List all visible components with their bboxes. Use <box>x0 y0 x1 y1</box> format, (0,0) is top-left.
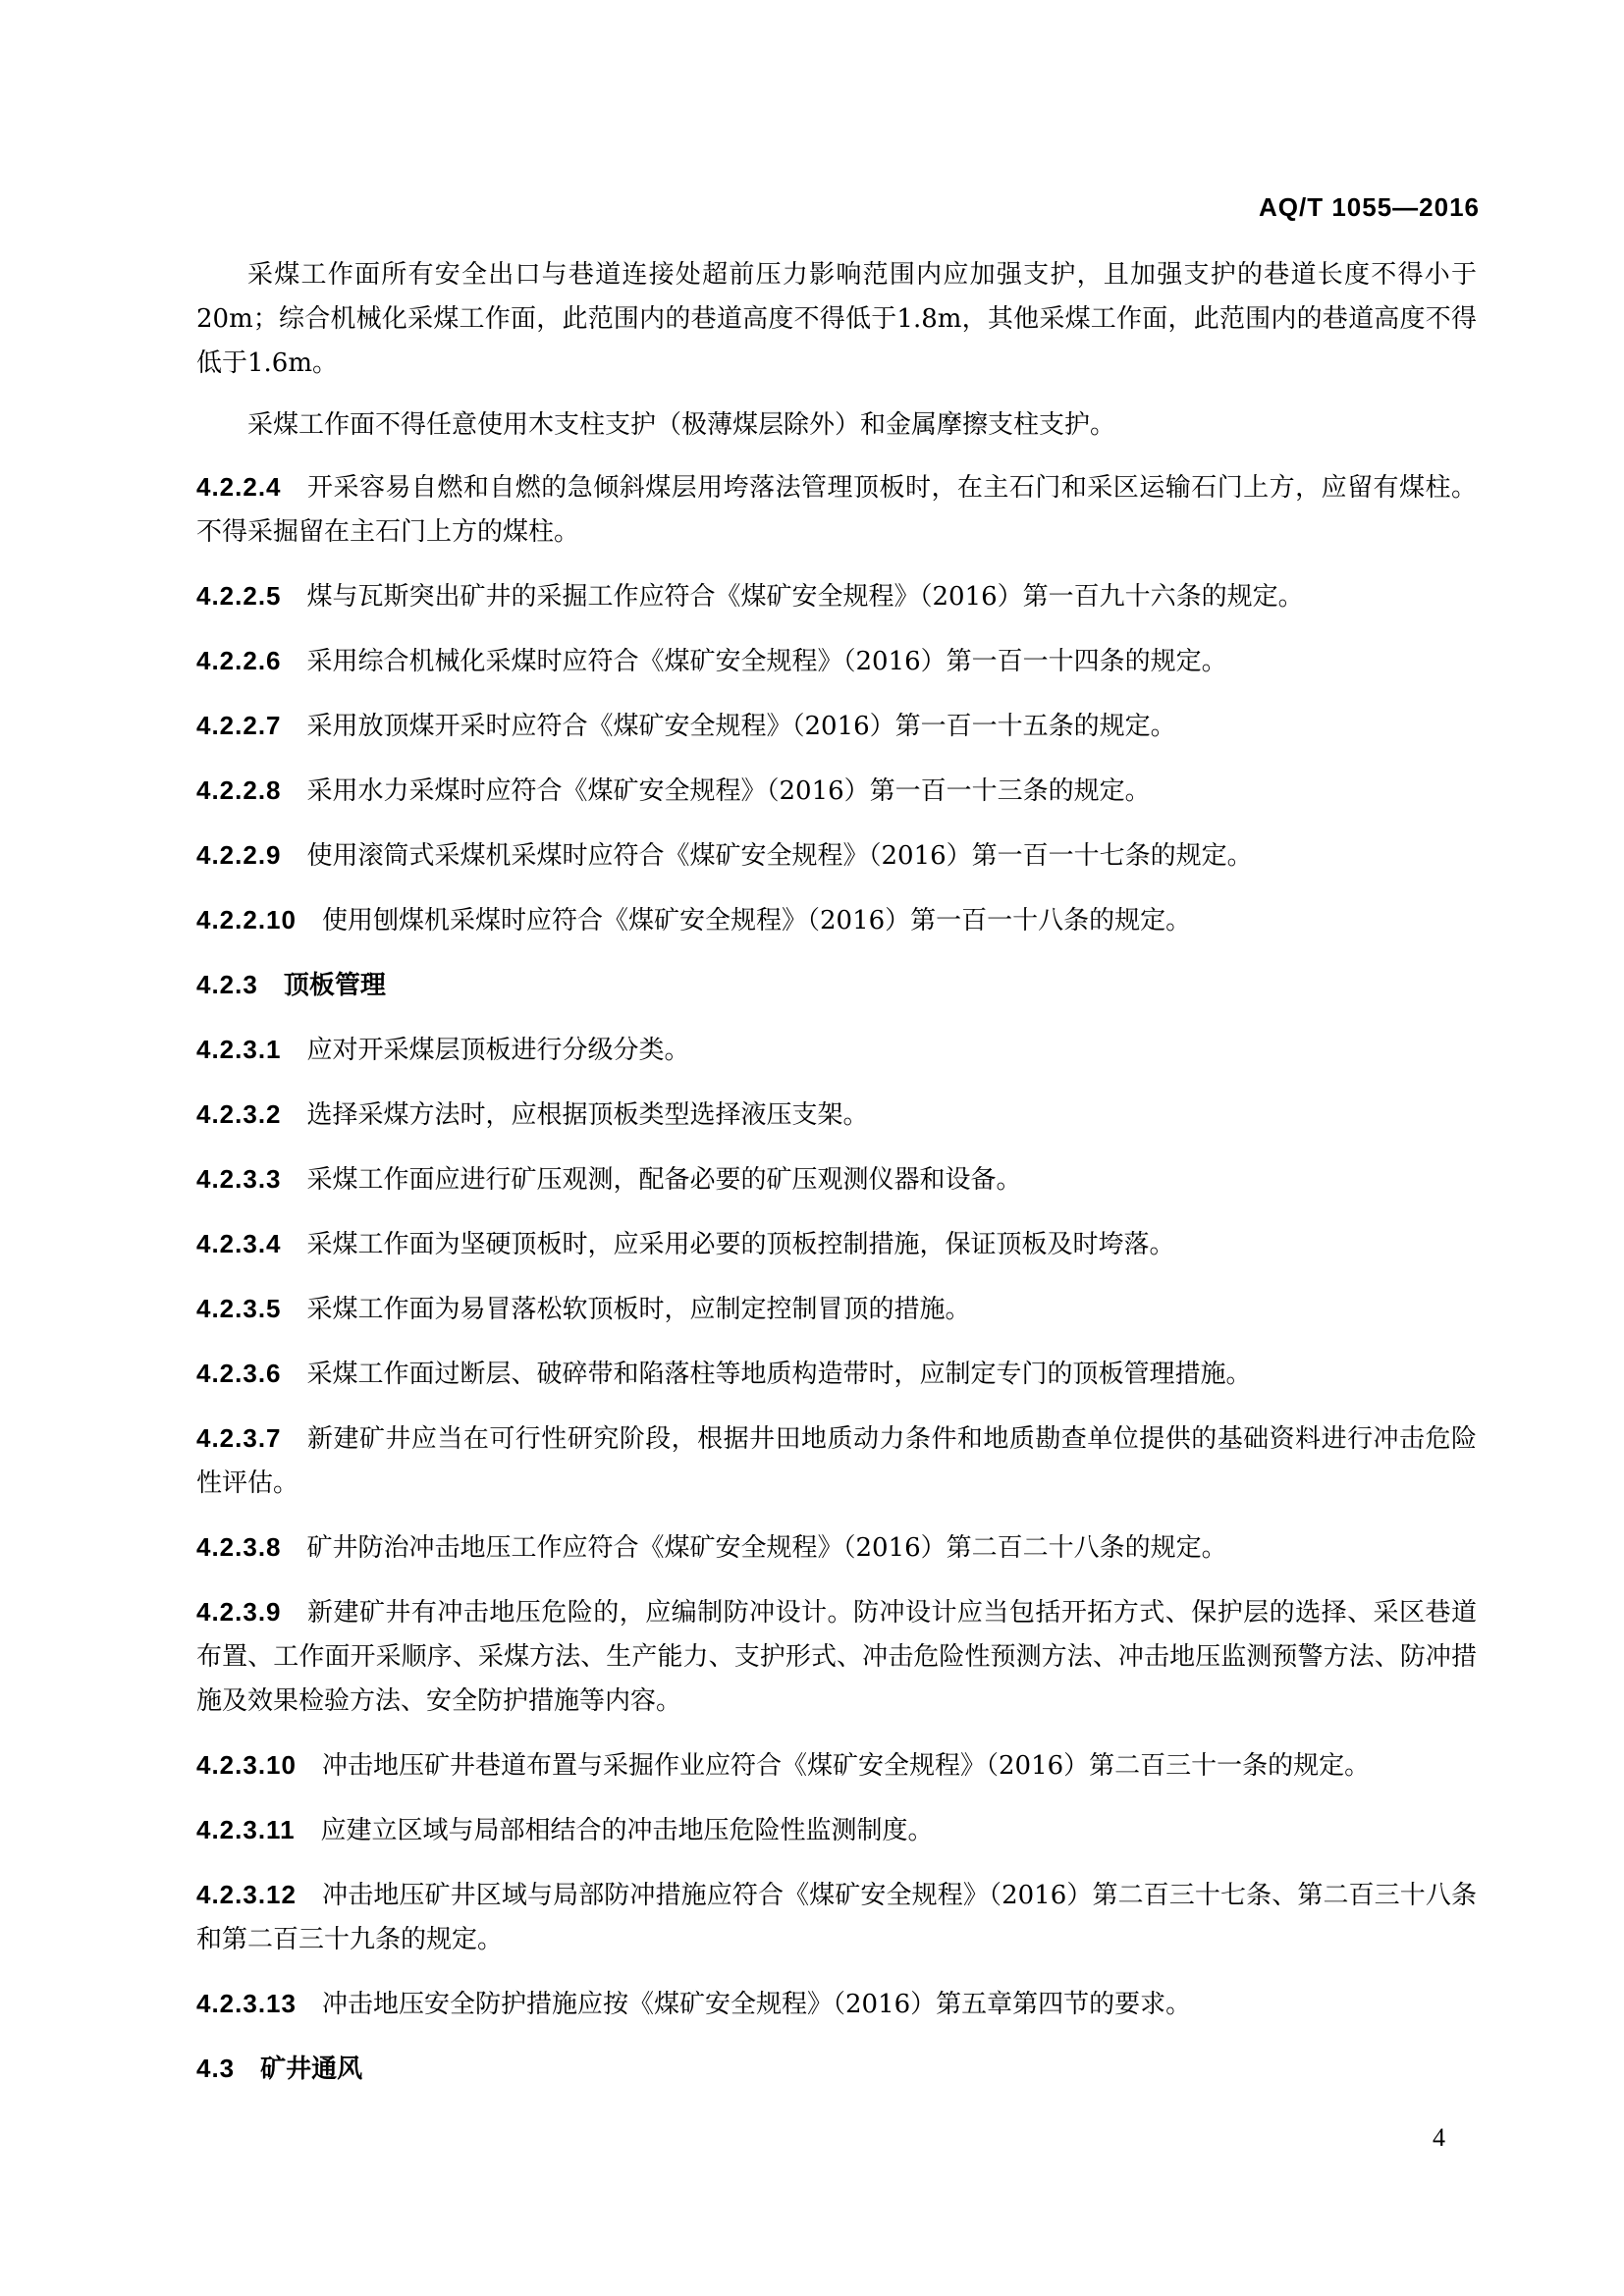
clause-number: 4.2.3.12 <box>196 1880 297 1909</box>
clause-text: 使用刨煤机采煤时应符合《煤矿安全规程》（2016）第一百一十八条的规定。 <box>321 906 1192 935</box>
clause-4-2-3-2 <box>196 1093 1477 1138</box>
clause-text: 采用水力采煤时应符合《煤矿安全规程》（2016）第一百一十三条的规定。 <box>306 776 1151 806</box>
clause-4-2-3-10 <box>196 1743 1477 1789</box>
clause-text: 采煤工作面应进行矿压观测，配备必要的矿压观测仪器和设备。 <box>306 1165 1022 1195</box>
clause-4-2-3-6 <box>196 1352 1477 1397</box>
section-number: 4.2.3 <box>196 970 258 999</box>
clause-4-2-3-7 <box>196 1416 1477 1506</box>
clause-number: 4.2.2.5 <box>196 581 282 611</box>
clause-number: 4.2.3.2 <box>196 1099 282 1129</box>
clause-text: 煤与瓦斯突出矿井的采掘工作应符合《煤矿安全规程》（2016）第一百九十六条的规定。 <box>306 582 1304 612</box>
clause-4-2-3-12 <box>196 1873 1477 1962</box>
clause-text: 应对开采煤层顶板进行分级分类。 <box>306 1036 690 1065</box>
clause-number: 4.2.3.8 <box>196 1532 282 1562</box>
clause-4-2-3-13 <box>196 1982 1477 2027</box>
clause-4-2-2-10 <box>196 898 1477 943</box>
clause-number: 4.2.3.1 <box>196 1035 282 1064</box>
clause-text: 使用滚筒式采煤机采煤时应符合《煤矿安全规程》（2016）第一百一十七条的规定。 <box>306 841 1253 871</box>
clause-text: 新建矿井应当在可行性研究阶段，根据井田地质动力条件和地质勘查单位提供的基础资料进行冲击危险性评估。 <box>196 1424 1477 1498</box>
section-heading-4-2-3 <box>196 963 1477 1008</box>
paragraph: 采煤工作面不得任意使用木支柱支护（极薄煤层除外）和金属摩擦支柱支护。 <box>247 410 1116 440</box>
clause-text: 冲击地压矿井巷道布置与采掘作业应符合《煤矿安全规程》（2016）第二百三十一条的规定。 <box>321 1751 1371 1781</box>
clause-4-2-3-4 <box>196 1222 1477 1267</box>
clause-number: 4.2.2.6 <box>196 646 282 675</box>
clause-number: 4.2.2.7 <box>196 711 282 740</box>
clause-text: 采用综合机械化采煤时应符合《煤矿安全规程》（2016）第一百一十四条的规定。 <box>306 647 1227 676</box>
clause-text: 冲击地压安全防护措施应按《煤矿安全规程》（2016）第五章第四节的要求。 <box>321 1990 1192 2019</box>
section-title: 顶板管理 <box>283 971 386 1000</box>
clause-number: 4.2.3.10 <box>196 1750 297 1780</box>
clause-number: 4.2.3.11 <box>196 1815 296 1844</box>
clause-text: 应建立区域与局部相结合的冲击地压危险性监测制度。 <box>320 1816 934 1845</box>
clause-text: 采用放顶煤开采时应符合《煤矿安全规程》（2016）第一百一十五条的规定。 <box>306 712 1176 741</box>
clause-number: 4.2.2.9 <box>196 840 282 870</box>
section-number: 4.3 <box>196 2054 236 2083</box>
clause-number: 4.2.3.13 <box>196 1989 297 2018</box>
standard-code: AQ/T 1055—2016 <box>1258 192 1480 222</box>
section-heading-4-3 <box>196 2047 1477 2092</box>
paragraph: 采煤工作面所有安全出口与巷道连接处超前压力影响范围内应加强支护，且加强支护的巷道长度不得小于20m；综合机械化采煤工作面，此范围内的巷道高度不得低于1.8m，其他采煤工作面，此范围内的巷道高度不得低于1.6m。 <box>196 260 1477 378</box>
clause-4-2-3-8 <box>196 1525 1477 1571</box>
document-body <box>196 253 1477 2111</box>
clause-4-2-2-6 <box>196 639 1477 684</box>
clause-number: 4.2.2.10 <box>196 905 297 934</box>
clause-4-2-2-7 <box>196 704 1477 749</box>
clause-text: 冲击地压矿井区域与局部防冲措施应符合《煤矿安全规程》（2016）第二百三十七条、第二百三十八条和第二百三十九条的规定。 <box>196 1881 1477 1954</box>
clause-4-2-3-5 <box>196 1287 1477 1332</box>
clause-4-2-3-3 <box>196 1157 1477 1202</box>
clause-4-2-3-11 <box>196 1808 1477 1853</box>
clause-4-2-3-1 <box>196 1028 1477 1073</box>
clause-number: 4.2.2.8 <box>196 775 282 805</box>
clause-text: 开采容易自燃和自燃的急倾斜煤层用垮落法管理顶板时，在主石门和采区运输石门上方，应留有煤柱。不得采掘留在主石门上方的煤柱。 <box>196 473 1477 547</box>
clause-number: 4.2.2.4 <box>196 472 282 502</box>
clause-text: 选择采煤方法时，应根据顶板类型选择液压支架。 <box>306 1100 869 1130</box>
clause-text: 采煤工作面为易冒落松软顶板时，应制定控制冒顶的措施。 <box>306 1295 971 1324</box>
clause-number: 4.2.3.6 <box>196 1359 282 1388</box>
clause-4-2-3-9 <box>196 1590 1477 1724</box>
clause-text: 新建矿井有冲击地压危险的，应编制防冲设计。防冲设计应当包括开拓方式、保护层的选择、采区巷道布置、工作面开采顺序、采煤方法、生产能力、支护形式、冲击危险性预测方法、冲击地压监测预警方法、防冲措施及效果检验方法、安全防护措施等内容。 <box>196 1598 1477 1716</box>
clause-text: 采煤工作面为坚硬顶板时，应采用必要的顶板控制措施，保证顶板及时垮落。 <box>306 1230 1175 1259</box>
page-number: 4 <box>1433 2123 1445 2152</box>
clause-number: 4.2.3.7 <box>196 1423 282 1453</box>
clause-4-2-2-9 <box>196 833 1477 879</box>
clause-text: 采煤工作面过断层、破碎带和陷落柱等地质构造带时，应制定专门的顶板管理措施。 <box>306 1360 1252 1389</box>
clause-number: 4.2.3.9 <box>196 1597 282 1627</box>
clause-4-2-2-4 <box>196 465 1477 555</box>
clause-number: 4.2.3.5 <box>196 1294 282 1323</box>
clause-number: 4.2.3.3 <box>196 1164 282 1194</box>
clause-4-2-2-5 <box>196 574 1477 619</box>
clause-number: 4.2.3.4 <box>196 1229 282 1258</box>
clause-4-2-2-8 <box>196 769 1477 814</box>
clause-text: 矿井防治冲击地压工作应符合《煤矿安全规程》（2016）第二百二十八条的规定。 <box>306 1533 1227 1563</box>
section-title: 矿井通风 <box>260 2055 363 2084</box>
